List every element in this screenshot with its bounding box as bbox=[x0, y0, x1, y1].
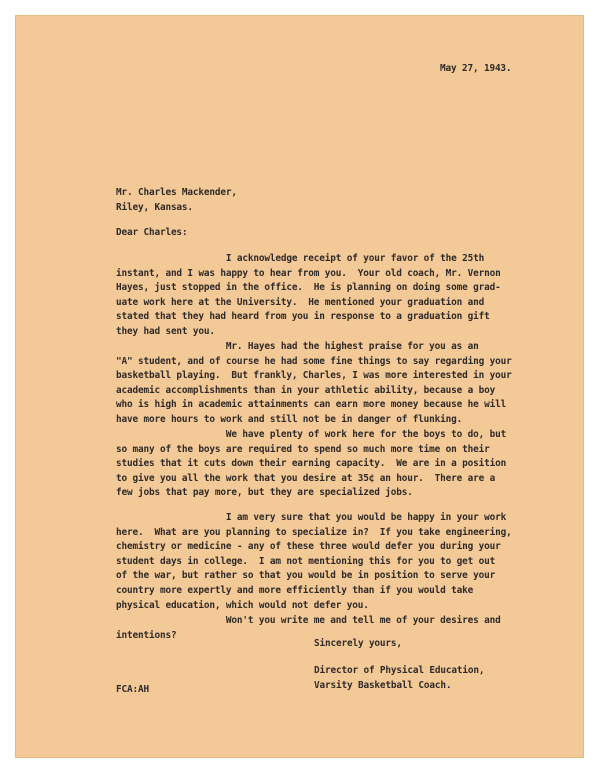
body-line: chemistry or medicine - any of these three would defer you during your bbox=[116, 541, 501, 553]
body-line: so many of the boys are required to spend so much more time on their bbox=[116, 443, 490, 455]
body-line: they had sent you. bbox=[116, 325, 215, 337]
signature-block bbox=[314, 664, 484, 693]
body-line: Mr. Hayes had the highest praise for you as an bbox=[116, 341, 479, 352]
signature-title-line: Varsity Basketball Coach. bbox=[314, 679, 452, 691]
closing: Sincerely yours, bbox=[314, 638, 402, 649]
recipient-address bbox=[116, 186, 237, 215]
paragraph-1 bbox=[116, 252, 501, 340]
body-line: basketball playing. But frankly, Charles, I was more interested in your bbox=[116, 370, 512, 382]
body-line: Won't you write me and tell me of your desires and bbox=[116, 615, 501, 626]
body-line: academic accomplishments than in your athletic ability, because a boy bbox=[116, 384, 496, 396]
letter-date: May 27, 1943. bbox=[440, 63, 512, 74]
body-line: physical education, which would not defer you. bbox=[116, 599, 369, 611]
body-line: student days in college. I am not mentioning this for you to get out bbox=[116, 555, 496, 567]
body-line: have more hours to work and still not be in danger of flunking. bbox=[116, 413, 463, 425]
paragraph-3 bbox=[116, 428, 506, 501]
signature-title-line: Director of Physical Education, bbox=[314, 665, 485, 676]
body-line: "A" student, and of course he had some fine things to say regarding your bbox=[116, 355, 512, 367]
paragraph-2 bbox=[116, 340, 512, 428]
body-line: few jobs that pay more, but they are specialized jobs. bbox=[116, 487, 413, 499]
reference-initials: FCA:AH bbox=[116, 684, 149, 695]
body-line: Hayes, just stopped in the office. He is planning on doing some grad- bbox=[116, 282, 501, 294]
recipient-location: Riley, Kansas. bbox=[116, 201, 193, 213]
salutation: Dear Charles: bbox=[116, 227, 188, 238]
body-line: country more expertly and more efficiently than if you would take bbox=[116, 584, 474, 596]
body-line: intentions? bbox=[116, 629, 177, 641]
recipient-name: Mr. Charles Mackender, bbox=[116, 187, 237, 198]
body-line: here. What are you planning to specialize in? If you take engineering, bbox=[116, 526, 512, 538]
body-line: instant, and I was happy to hear from you. Your old coach, Mr. Vernon bbox=[116, 267, 501, 279]
body-line: who is high in academic attainments can earn more money because he will bbox=[116, 399, 507, 411]
body-line: of the war, but rather so that you would be in position to serve your bbox=[116, 570, 496, 582]
body-line: We have plenty of work here for the boys to do, but bbox=[116, 429, 507, 440]
body-line: stated that they had heard from you in response to a graduation gift bbox=[116, 311, 490, 323]
paragraph-4 bbox=[116, 511, 512, 613]
body-line: I am very sure that you would be happy in your work bbox=[116, 512, 507, 523]
body-line: to give you all the work that you desire at 35¢ an hour. There are a bbox=[116, 472, 496, 484]
paragraph-5 bbox=[116, 614, 501, 643]
body-line: studies that it cuts down their earning capacity. We are in a position bbox=[116, 458, 507, 470]
body-line: I acknowledge receipt of your favor of the 25th bbox=[116, 253, 485, 264]
body-line: uate work here at the University. He mentioned your graduation and bbox=[116, 296, 485, 308]
